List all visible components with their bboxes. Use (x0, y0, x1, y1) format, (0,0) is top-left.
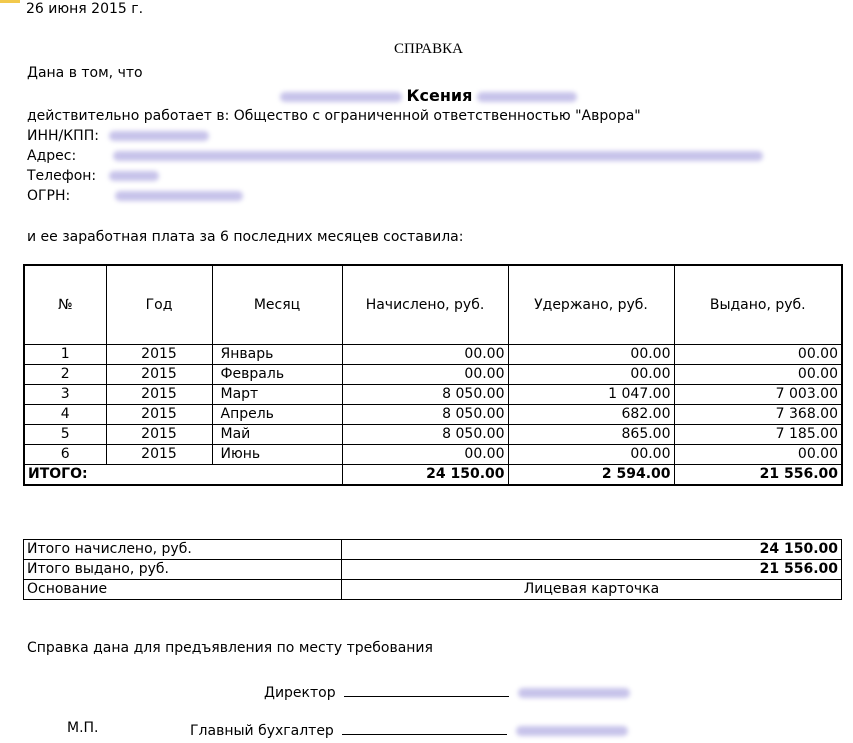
row-year: 2015 (106, 445, 212, 465)
row-accrued: 8 050.00 (342, 425, 508, 445)
salary-row (24, 385, 842, 405)
employee-first-name: Ксения (406, 86, 473, 105)
salary-row (24, 365, 842, 385)
summary-table (23, 539, 842, 600)
row-paid: 00.00 (674, 345, 842, 365)
redacted-ogrn (115, 191, 243, 201)
row-month: Июнь (212, 445, 342, 465)
row-year: 2015 (106, 425, 212, 445)
row-withheld: 00.00 (508, 345, 674, 365)
ogrn-label: ОГРН: (27, 188, 71, 204)
row-year: 2015 (106, 405, 212, 425)
row-month: Май (212, 425, 342, 445)
salary-table-header (24, 265, 842, 345)
employee-name (280, 86, 577, 105)
purpose-text: Справка дана для предъявления по месту требования (27, 640, 433, 656)
summary-basis-label: Основание (24, 580, 342, 600)
row-paid: 7 368.00 (674, 405, 842, 425)
corner-marker (0, 0, 20, 3)
redacted-accountant-name (516, 726, 628, 736)
row-month: Февраль (212, 365, 342, 385)
row-withheld: 00.00 (508, 365, 674, 385)
row-month: Март (212, 385, 342, 405)
summary-basis-row (24, 580, 842, 600)
redacted-patronymic (477, 92, 577, 102)
row-accrued: 00.00 (342, 365, 508, 385)
row-number: 1 (24, 345, 106, 365)
summary-accrued-label: Итого начислено, руб. (24, 540, 342, 560)
inn-kpp-row (27, 128, 209, 144)
row-accrued: 8 050.00 (342, 405, 508, 425)
row-withheld: 1 047.00 (508, 385, 674, 405)
salary-intro: и ее заработная плата за 6 последних месяцев составила: (27, 229, 464, 245)
accountant-signature (190, 720, 628, 739)
col-header-year: Год (106, 265, 212, 345)
ogrn-row (27, 188, 243, 204)
row-month: Апрель (212, 405, 342, 425)
summary-accrued-row (24, 540, 842, 560)
salary-row (24, 405, 842, 425)
director-signature-line (344, 682, 509, 697)
total-label: ИТОГО: (24, 465, 342, 486)
accountant-label: Главный бухгалтер (190, 723, 334, 739)
stamp-place: М.П. (67, 720, 99, 736)
row-accrued: 00.00 (342, 445, 508, 465)
total-withheld: 2 594.00 (508, 465, 674, 486)
address-row (27, 148, 763, 164)
total-paid: 21 556.00 (674, 465, 842, 486)
summary-paid-value: 21 556.00 (342, 560, 842, 580)
salary-table (23, 264, 843, 486)
redacted-inn-kpp (109, 131, 209, 141)
document-date: 26 июня 2015 г. (26, 1, 144, 17)
row-paid: 7 185.00 (674, 425, 842, 445)
address-label: Адрес: (27, 148, 77, 164)
director-signature (264, 682, 630, 701)
row-number: 2 (24, 365, 106, 385)
col-header-withheld: Удержано, руб. (508, 265, 674, 345)
redacted-phone (109, 171, 159, 181)
row-month: Январь (212, 345, 342, 365)
row-paid: 00.00 (674, 445, 842, 465)
summary-paid-row (24, 560, 842, 580)
row-accrued: 00.00 (342, 345, 508, 365)
row-withheld: 865.00 (508, 425, 674, 445)
inn-kpp-label: ИНН/КПП: (27, 128, 99, 144)
row-number: 5 (24, 425, 106, 445)
row-year: 2015 (106, 365, 212, 385)
row-withheld: 682.00 (508, 405, 674, 425)
col-header-paid: Выдано, руб. (674, 265, 842, 345)
phone-row (27, 168, 159, 184)
salary-total-row (24, 465, 842, 486)
salary-row (24, 425, 842, 445)
redacted-director-name (518, 688, 630, 698)
col-header-number: № (24, 265, 106, 345)
phone-label: Телефон: (27, 168, 97, 184)
accountant-signature-line (342, 720, 507, 735)
row-paid: 7 003.00 (674, 385, 842, 405)
document-title: СПРАВКА (394, 41, 463, 57)
row-number: 6 (24, 445, 106, 465)
summary-paid-label: Итого выдано, руб. (24, 560, 342, 580)
salary-row (24, 445, 842, 465)
row-accrued: 8 050.00 (342, 385, 508, 405)
row-number: 4 (24, 405, 106, 425)
summary-accrued-value: 24 150.00 (342, 540, 842, 560)
salary-row (24, 345, 842, 365)
col-header-month: Месяц (212, 265, 342, 345)
director-label: Директор (264, 685, 336, 701)
total-accrued: 24 150.00 (342, 465, 508, 486)
redacted-address (113, 151, 763, 161)
col-header-accrued: Начислено, руб. (342, 265, 508, 345)
row-paid: 00.00 (674, 365, 842, 385)
employer-line: действительно работает в: Общество с ограниченной ответственностью "Аврора" (27, 108, 641, 124)
summary-basis-value: Лицевая карточка (342, 580, 842, 600)
row-withheld: 00.00 (508, 445, 674, 465)
redacted-surname (280, 92, 402, 102)
row-year: 2015 (106, 345, 212, 365)
row-number: 3 (24, 385, 106, 405)
row-year: 2015 (106, 385, 212, 405)
intro-text: Дана в том, что (27, 65, 143, 81)
